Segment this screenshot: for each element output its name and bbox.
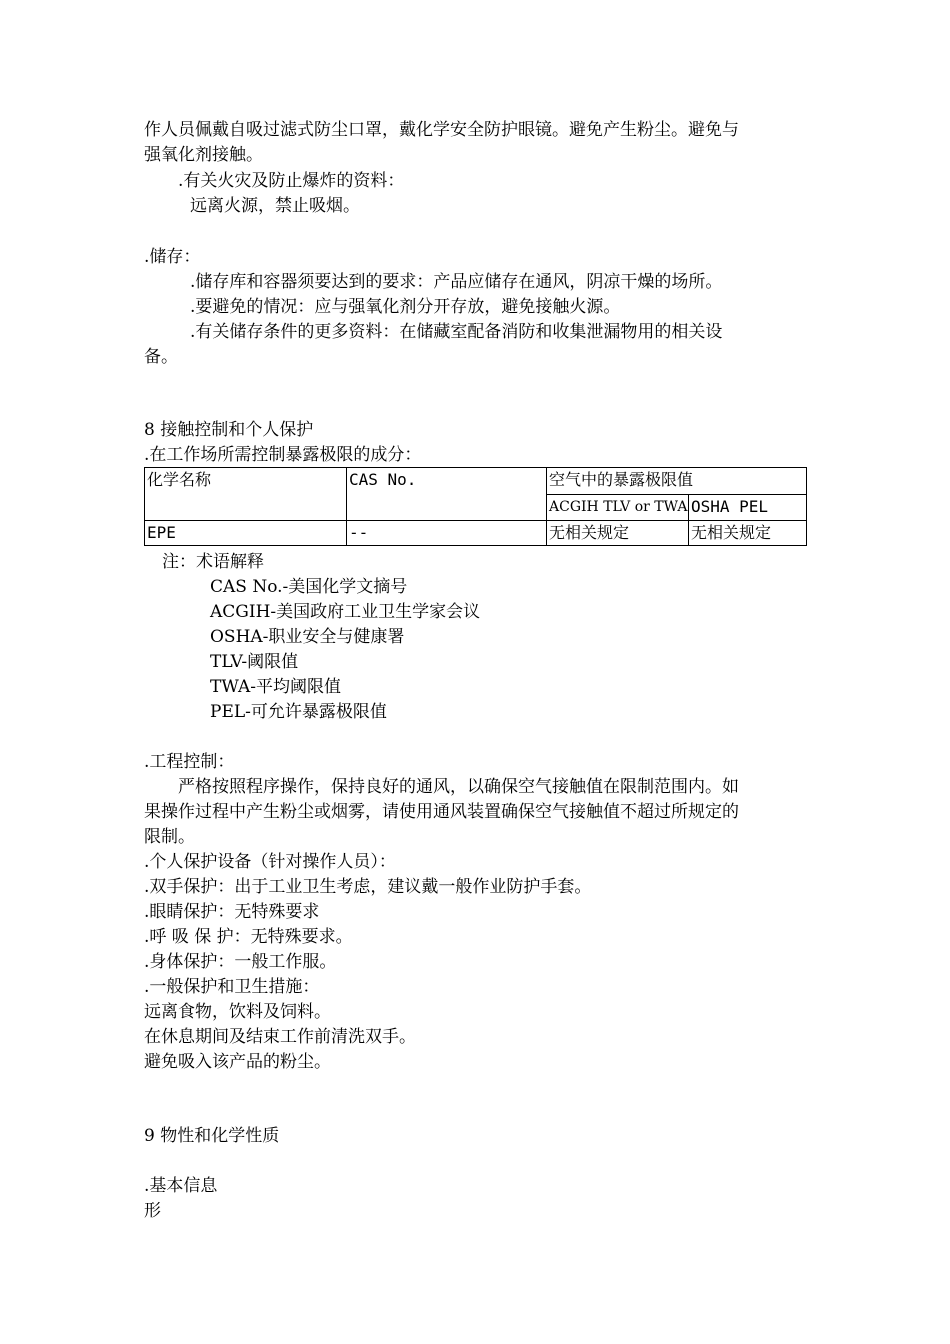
engineering-text: 果操作过程中产生粉尘或烟雾，请使用通风装置确保空气接触值不超过所规定的: [144, 802, 739, 822]
table-row: [145, 521, 807, 546]
basic-info-heading: .基本信息: [144, 1176, 218, 1196]
header-acgih: ACGIH TLV or TWA: [547, 494, 689, 521]
header-osha: OSHA PEL: [689, 494, 807, 521]
section9-title: 9 物性和化学性质: [144, 1126, 280, 1146]
ppe-line: 在休息期间及结束工作前清洗双手。: [144, 1027, 416, 1047]
engineering-text: 严格按照程序操作，保持良好的通风，以确保空气接触值在限制范围内。如: [178, 777, 739, 797]
section8-title: 8 接触控制和个人保护: [144, 420, 314, 440]
note-title: 注：术语解释: [162, 552, 264, 572]
ppe-line: .眼睛保护：无特殊要求: [144, 902, 320, 922]
note-item: TWA-平均阈限值: [210, 677, 341, 697]
cell-acgih: 无相关规定: [547, 521, 689, 546]
cell-name: EPE: [145, 521, 347, 546]
header-exposure-limit: 空气中的暴露极限值: [547, 468, 807, 495]
ppe-line: .呼 吸 保 护：无特殊要求。: [144, 927, 353, 947]
truncated-line: 形: [144, 1201, 161, 1221]
note-item: CAS No.-美国化学文摘号: [210, 577, 408, 597]
storage-tail: 备。: [144, 347, 178, 367]
ppe-line: .双手保护：出于工业卫生考虑，建议戴一般作业防护手套。: [144, 877, 592, 897]
cell-osha: 无相关规定: [689, 521, 807, 546]
header-cas: CAS No.: [347, 468, 547, 521]
exposure-table: [144, 467, 807, 546]
header-chemical-name: 化学名称: [145, 468, 347, 521]
storage-heading: .储存：: [144, 247, 201, 267]
ppe-line: .个人保护设备（针对操作人员）：: [144, 852, 396, 872]
note-item: ACGIH-美国政府工业卫生学家会议: [210, 602, 481, 622]
ppe-line: 远离食物，饮料及饲料。: [144, 1002, 331, 1022]
paragraph-line: 强氧化剂接触。: [144, 145, 263, 165]
note-item: TLV-阈限值: [210, 652, 299, 672]
storage-item: .有关储存条件的更多资料：在储藏室配备消防和收集泄漏物用的相关设: [190, 322, 723, 342]
fire-heading: .有关火灾及防止爆炸的资料：: [178, 171, 405, 191]
fire-text: 远离火源，禁止吸烟。: [190, 196, 360, 216]
note-item: OSHA-职业安全与健康署: [210, 627, 405, 647]
ppe-line: .一般保护和卫生措施：: [144, 977, 320, 997]
engineering-text: 限制。: [144, 827, 195, 847]
ppe-line: .身体保护：一般工作服。: [144, 952, 337, 972]
cell-cas: --: [347, 521, 547, 546]
ppe-line: 避免吸入该产品的粉尘。: [144, 1052, 331, 1072]
note-item: PEL-可允许暴露极限值: [210, 702, 387, 722]
section8-subheading: .在工作场所需控制暴露极限的成分：: [144, 445, 422, 465]
storage-item: .要避免的情况：应与强氧化剂分开存放，避免接触火源。: [190, 297, 621, 317]
paragraph-line: 作人员佩戴自吸过滤式防尘口罩，戴化学安全防护眼镜。避免产生粉尘。避免与: [144, 120, 739, 140]
engineering-heading: .工程控制：: [144, 752, 235, 772]
storage-item: .储存库和容器须要达到的要求：产品应储存在通风，阴凉干燥的场所。: [190, 272, 723, 292]
